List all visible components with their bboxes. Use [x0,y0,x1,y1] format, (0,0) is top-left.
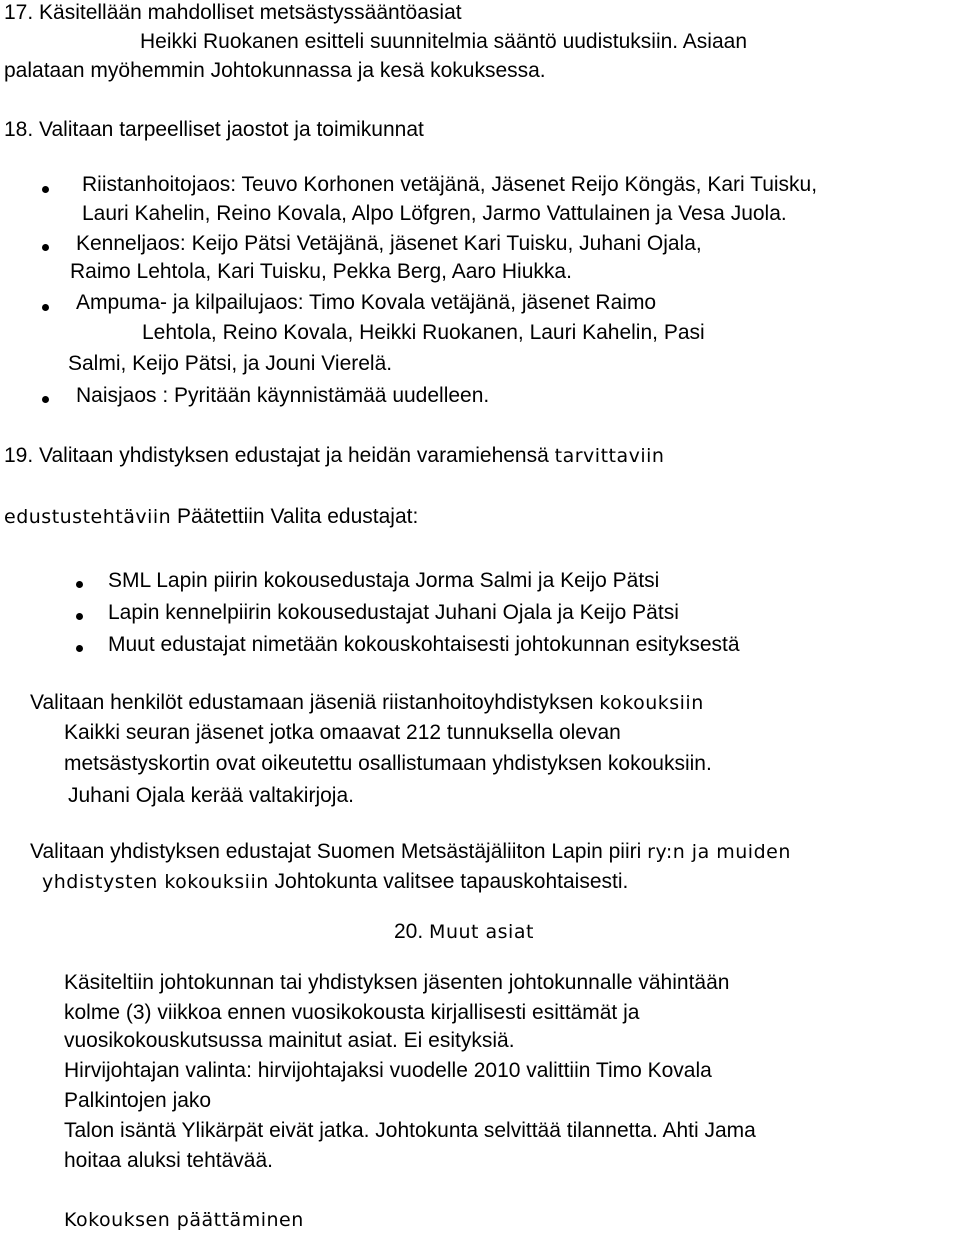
committee-item: Salmi, Keijo Pätsi, ja Jouni Vierelä. [68,352,393,375]
bullet-icon [42,244,49,251]
bullet-icon [42,186,49,193]
paragraph-heading-text: ry:n ja muiden [647,841,791,863]
committee-item: Lauri Kahelin, Reino Kovala, Alpo Löfgren, Jarmo Vattulainen ja Vesa Juola. [82,202,787,225]
bullet-icon [76,645,83,652]
paragraph-line [42,869,628,895]
section-18-heading: 18. Valitaan tarpeelliset jaostot ja toimikunnat [4,118,424,141]
representative-item: SML Lapin piirin kokousedustaja Jorma Salmi ja Keijo Pätsi [108,569,660,592]
section-20-heading-text: Muut asiat [429,921,534,943]
section-19-subheading-text: Päätettiin Valita edustajat: [177,505,419,528]
paragraph-line-text: yhdistysten kokouksiin [42,871,269,893]
paragraph-heading [30,839,791,865]
bullet-icon [76,613,83,620]
representative-item: Lapin kennelpiirin kokousedustajat Juhani Ojala ja Keijo Pätsi [108,601,679,624]
committee-item: Kenneljaos: Keijo Pätsi Vetäjänä, jäsenet Kari Tuisku, Juhani Ojala, [76,232,702,255]
paragraph-line: Juhani Ojala kerää valtakirjoja. [68,784,354,807]
section-20-line: Talon isäntä Ylikärpät eivät jatka. Johtokunta selvittää tilannetta. Ahti Jama [64,1119,756,1142]
section-19-heading-text: tarvittaviin [554,445,665,467]
bullet-icon [76,581,83,588]
committee-item: Riistanhoitojaos: Teuvo Korhonen vetäjänä, Jäsenet Reijo Köngäs, Kari Tuisku, [82,173,818,196]
section-20-line: kolme (3) viikkoa ennen vuosikokousta kirjallisesti esittämät ja [64,1001,640,1024]
section-20-line: Hirvijohtajan valinta: hirvijohtajaksi vuodelle 2010 valittiin Timo Kovala [64,1059,712,1082]
closing-heading: Kokouksen päättäminen [64,1209,304,1231]
section-17-line: Heikki Ruokanen esitteli suunnitelmia sääntö uudistuksiin. Asiaan [140,30,748,53]
section-20-line: Käsiteltiin johtokunnan tai yhdistyksen jäsenten johtokunnalle vähintään [64,971,730,994]
paragraph-heading-text: Valitaan yhdistyksen edustajat Suomen Metsästäjäliiton Lapin piiri [30,840,642,863]
section-20-line: hoitaa aluksi tehtävää. [64,1149,273,1172]
committee-item: Naisjaos : Pyritään käynnistämää uudelleen. [76,384,490,407]
bullet-icon [42,396,49,403]
representative-item: Muut edustajat nimetään kokouskohtaisesti johtokunnan esityksestä [108,633,740,656]
committee-item: Lehtola, Reino Kovala, Heikki Ruokanen, Lauri Kahelin, Pasi [142,321,705,344]
section-20-line: Palkintojen jako [64,1089,212,1112]
paragraph-heading [30,690,704,716]
paragraph-heading-text: kokouksiin [599,692,704,714]
section-19-subheading [4,504,418,530]
section-17-heading: 17. Käsitellään mahdolliset metsästyssääntöasiat [4,1,462,24]
section-20-heading-text: 20. [394,920,424,943]
committee-item: Ampuma- ja kilpailujaos: Timo Kovala vetäjänä, jäsenet Raimo [76,291,657,314]
section-17-line: palataan myöhemmin Johtokunnassa ja kesä kokuksessa. [4,59,546,82]
section-19-heading-text: 19. Valitaan yhdistyksen edustajat ja heidän varamiehensä [4,444,549,467]
paragraph-line: Kaikki seuran jäsenet jotka omaavat 212 tunnuksella olevan [64,721,621,744]
paragraph-heading-text: Valitaan henkilöt edustamaan jäseniä riistanhoitoyhdistyksen [30,691,594,714]
section-20-line: vuosikokouskutsussa mainitut asiat. Ei esityksiä. [64,1029,515,1052]
committee-item: Raimo Lehtola, Kari Tuisku, Pekka Berg, Aaro Hiukka. [70,260,572,283]
section-20-heading [394,919,534,945]
bullet-icon [42,304,49,311]
section-19-heading [4,443,664,469]
section-19-subheading-text: edustustehtäviin [4,506,172,528]
paragraph-line: metsästyskortin ovat oikeutettu osallistumaan yhdistyksen kokouksiin. [64,752,712,775]
paragraph-line-text: Johtokunta valitsee tapauskohtaisesti. [274,870,629,893]
